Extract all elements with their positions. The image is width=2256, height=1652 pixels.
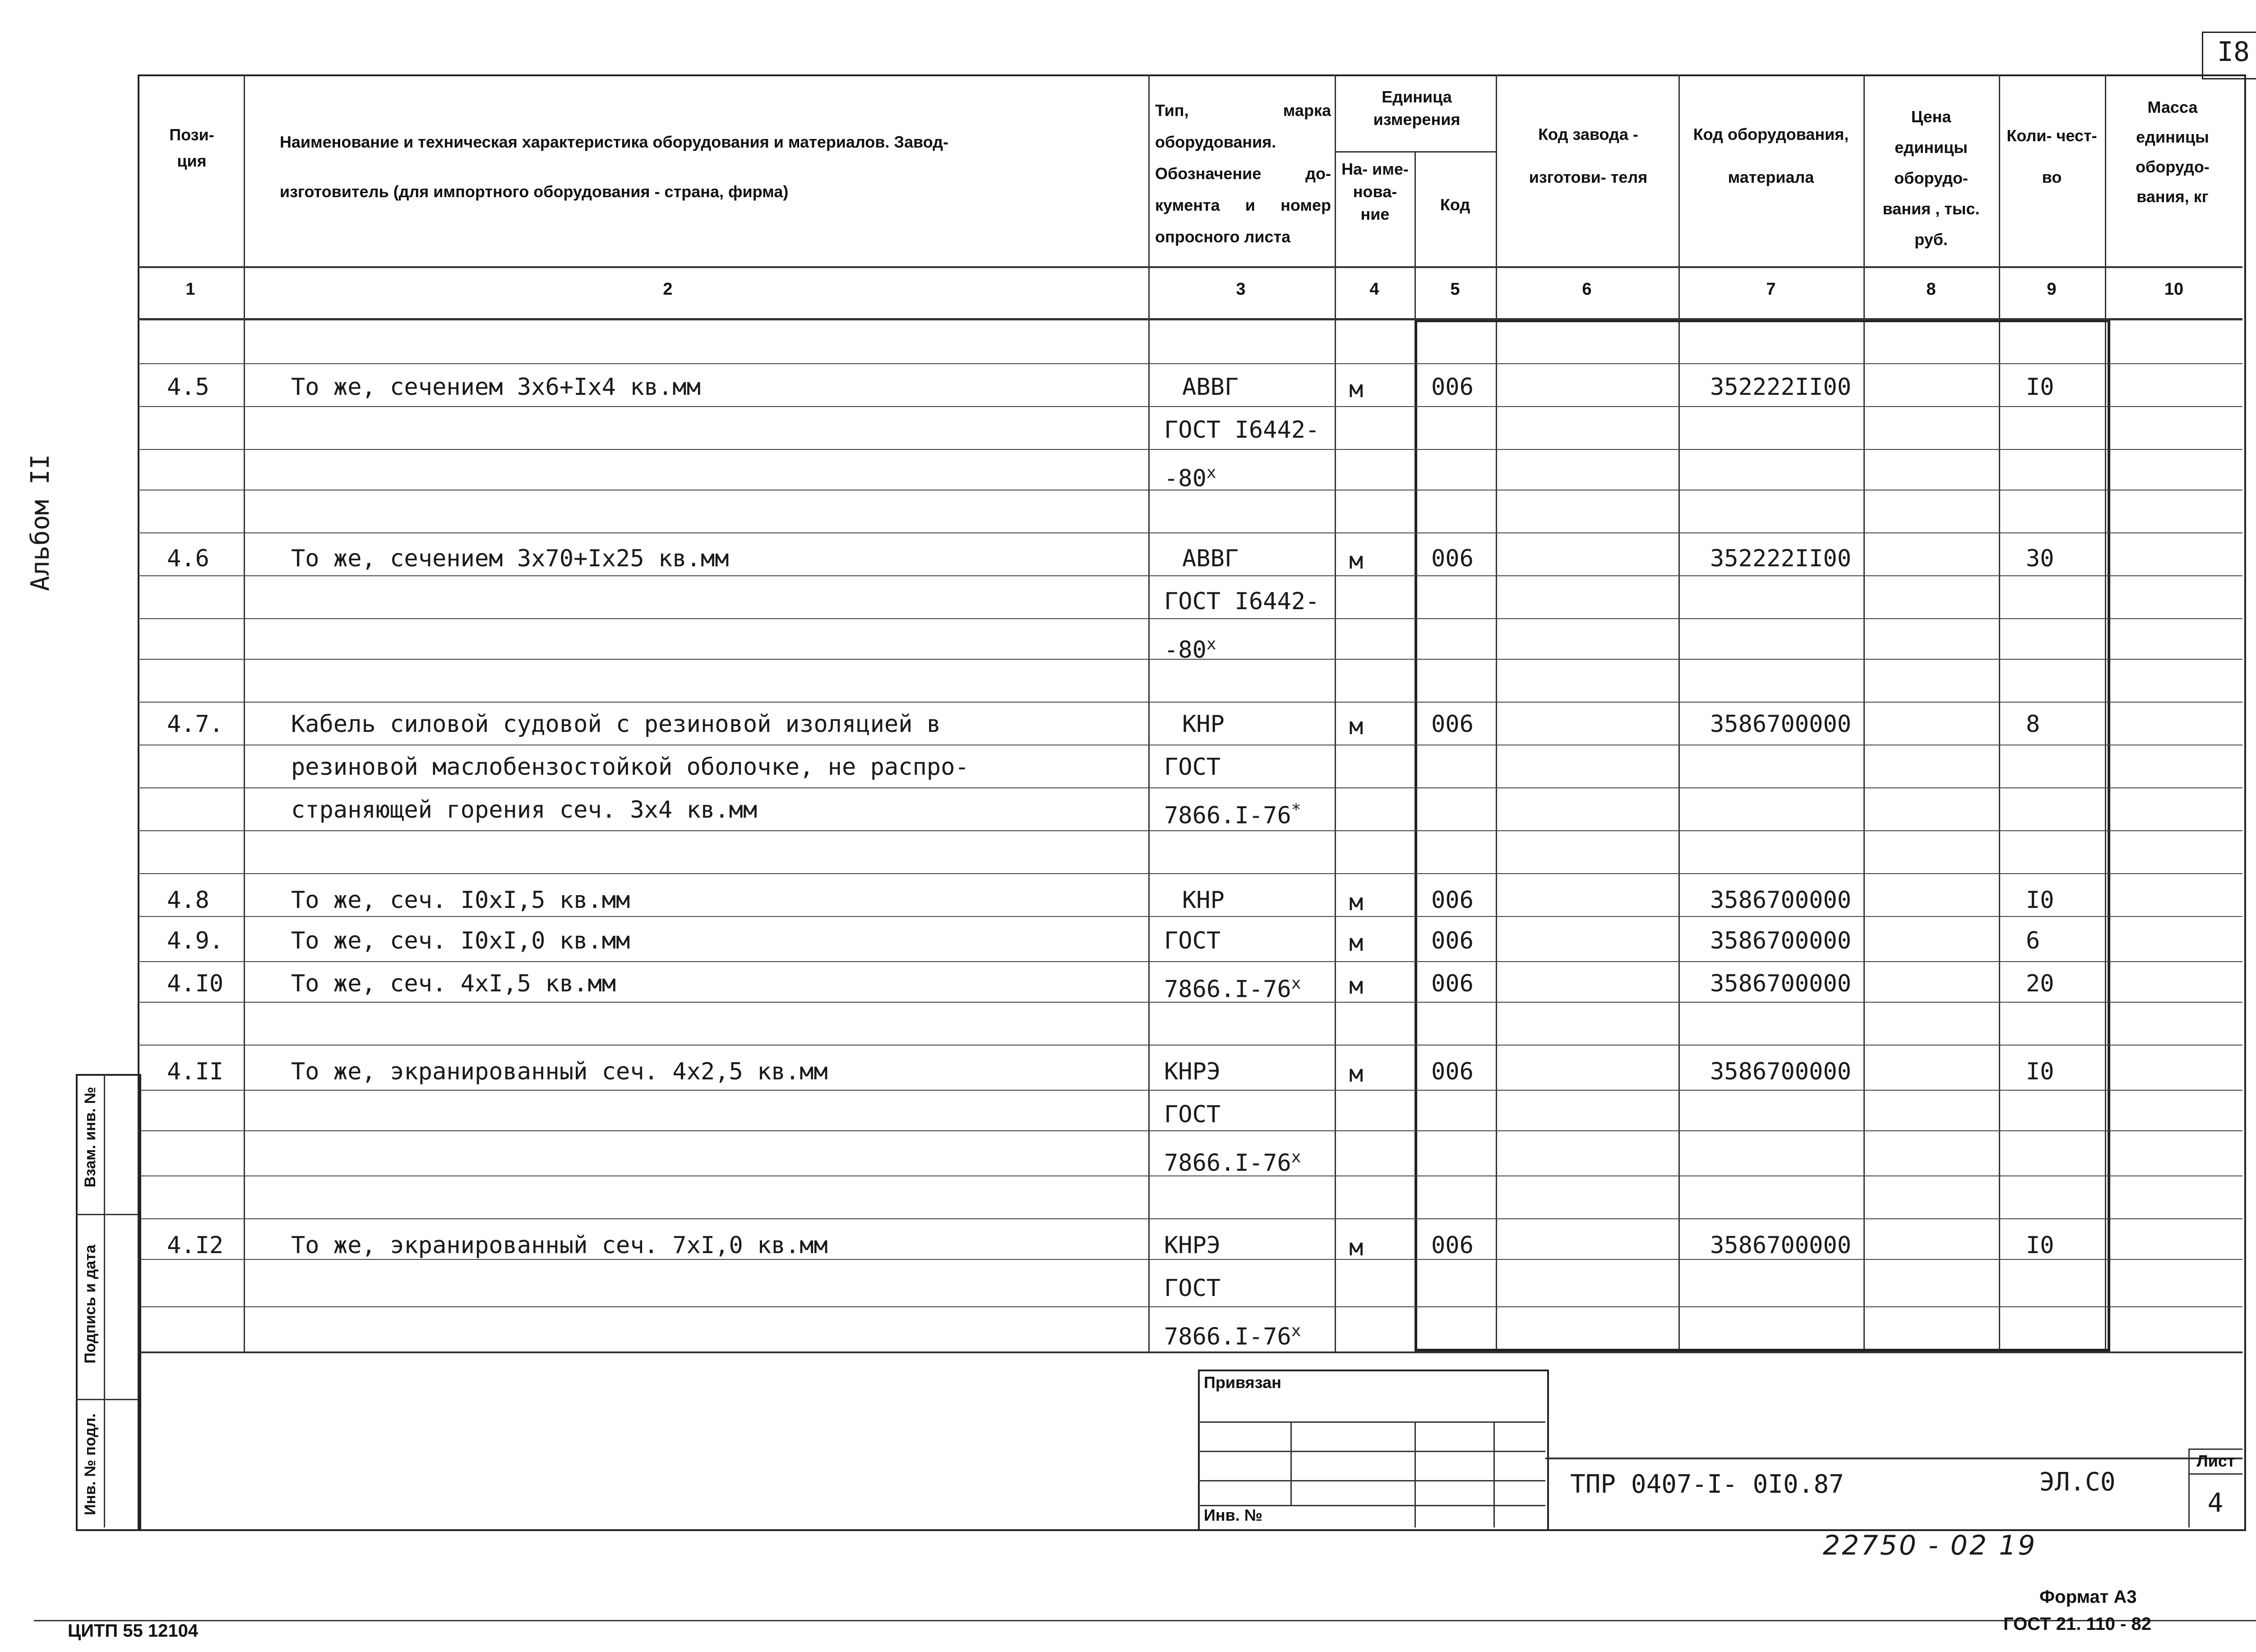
material-code: 3586700000 xyxy=(1710,711,1852,738)
header-quantity: Коли- чест- во xyxy=(2006,126,2097,186)
row-line xyxy=(138,830,2242,831)
row-line xyxy=(138,1045,2242,1046)
row-line xyxy=(138,1130,2242,1131)
position: 4.7. xyxy=(167,711,224,738)
header-unit-name: На- име- нова- ние xyxy=(1341,160,1409,223)
item-type-line: ГОСТ xyxy=(1164,927,1221,954)
unit-name: м xyxy=(1349,376,1364,403)
list-number: 4 xyxy=(2207,1487,2224,1518)
quantity: 6 xyxy=(2026,927,2040,954)
unit-name: м xyxy=(1349,547,1364,574)
material-code: 3586700000 xyxy=(1710,1058,1852,1085)
item-name-line: То же, сечением 3х70+Iх25 кв.мм xyxy=(291,545,729,572)
material-code: 3586700000 xyxy=(1710,970,1852,997)
column-number: 1 xyxy=(185,280,195,299)
column-number: 3 xyxy=(1236,280,1246,299)
item-name-line: То же, экранированный сеч. 7хI,0 кв.мм xyxy=(291,1232,828,1259)
column-number: 6 xyxy=(1582,280,1592,299)
handwritten-number: 22750 - 02 19 xyxy=(1823,1530,2037,1561)
unit-code: 006 xyxy=(1431,1058,1474,1085)
item-type-line: ГОСТ xyxy=(1164,1275,1221,1302)
unit-code: 006 xyxy=(1431,927,1474,954)
stamp-col xyxy=(1493,1421,1495,1527)
item-type-line: ГОСТ xyxy=(1164,754,1221,781)
item-type-line: КНР xyxy=(1182,711,1225,738)
sheet-code: ЭЛ.С0 xyxy=(2039,1467,2116,1497)
row-line xyxy=(138,961,2242,962)
footer-gost: ГОСТ 21. 110 - 82 xyxy=(2003,1614,2151,1634)
item-type-line: 7866.I-76$^x$ xyxy=(1164,974,1301,1003)
sheet-number: I8 xyxy=(2217,36,2250,68)
unit-code: 006 xyxy=(1431,970,1474,997)
quantity: 20 xyxy=(2026,970,2054,997)
type-superscript: x xyxy=(1206,463,1216,482)
stamp-col xyxy=(1415,1421,1416,1527)
unit-code: 006 xyxy=(1431,545,1474,572)
type-superscript: x xyxy=(1291,1148,1301,1166)
item-name-line: резиновой маслобензостойкой оболочке, не распро- xyxy=(291,754,969,781)
material-code: 3586700000 xyxy=(1710,1232,1852,1259)
column-number: 4 xyxy=(1369,280,1379,299)
doc-code: ТПР 0407-I- 0I0.87 xyxy=(1570,1470,1844,1499)
position: 4.II xyxy=(167,1058,224,1085)
quantity: I0 xyxy=(2026,887,2054,914)
album-label: Альбом II xyxy=(26,454,55,591)
header-unit-label: Единица измерения xyxy=(1373,88,1461,129)
item-type-line: ГОСТ I6442- xyxy=(1164,588,1320,615)
item-type-line: 7866.I-76$^x$ xyxy=(1164,1148,1301,1177)
stamp-main-top xyxy=(1545,1458,2242,1459)
quantity: I0 xyxy=(2026,374,2054,401)
item-name-line: То же, сеч. 4хI,5 кв.мм xyxy=(291,970,616,997)
header-name: Наименование и техническая характеристика оборудования и материалов. Завод-изготовитель (для импортного оборудования - страна, фирма) xyxy=(280,133,948,201)
material-code: 352222II00 xyxy=(1710,545,1852,572)
unit-name: м xyxy=(1349,930,1364,957)
unit-name: м xyxy=(1349,1060,1364,1087)
position: 4.9. xyxy=(167,927,224,954)
side-label-signature: Подпись и дата xyxy=(82,1245,99,1364)
column-number: 8 xyxy=(1926,280,1936,299)
type-superscript: x xyxy=(1291,974,1301,993)
item-type-line: 7866.I-76$^x$ xyxy=(1164,1322,1301,1351)
type-superscript: x xyxy=(1206,635,1216,653)
item-type-line: КНРЭ xyxy=(1164,1058,1221,1085)
side-stamp-divider xyxy=(104,1074,105,1527)
column-number: 9 xyxy=(2047,280,2057,299)
item-type-line: КНРЭ xyxy=(1164,1232,1221,1259)
stamp-privyazan-label: Привязан xyxy=(1204,1373,1281,1392)
side-label-replace: Взам. инв. № xyxy=(82,1087,99,1188)
header-price: Цена единицы оборудо- вания , тыс. руб. xyxy=(1882,107,1980,249)
row-line xyxy=(138,406,2242,407)
position: 4.6 xyxy=(167,545,209,572)
header-type: Тип, марка оборудования. Обозначение до- кумента и номер опросного листа xyxy=(1155,101,1331,246)
unit-code: 006 xyxy=(1431,1232,1474,1259)
row-line xyxy=(138,702,2242,703)
row-line xyxy=(138,449,2242,450)
item-type-line: АВВГ xyxy=(1182,374,1239,401)
quantity: I0 xyxy=(2026,1232,2054,1259)
stamp-col xyxy=(1290,1421,1292,1505)
table-body-bottom xyxy=(138,1351,2242,1353)
row-line xyxy=(138,618,2242,619)
unit-code: 006 xyxy=(1431,711,1474,738)
material-code: 3586700000 xyxy=(1710,927,1852,954)
row-line xyxy=(138,787,2242,788)
row-line xyxy=(138,1259,2242,1260)
item-type-line: АВВГ xyxy=(1182,545,1239,572)
item-name-line: Кабель силовой судовой с резиновой изоляцией в xyxy=(291,711,941,738)
row-line xyxy=(138,575,2242,576)
list-label: Лист xyxy=(2196,1452,2235,1470)
column-number: 7 xyxy=(1766,280,1776,299)
row-line xyxy=(138,873,2242,874)
unit-name: м xyxy=(1349,1234,1364,1261)
row-line xyxy=(138,1218,2242,1219)
item-name-line: страняющей горения сеч. 3х4 кв.мм xyxy=(291,796,758,824)
unit-name: м xyxy=(1349,889,1364,916)
row-line xyxy=(138,363,2242,364)
position: 4.I2 xyxy=(167,1232,224,1259)
unit-name: м xyxy=(1349,713,1364,740)
header-material-code: Код оборудования, материала xyxy=(1693,125,1849,186)
footer-left: ЦИТП 55 12104 xyxy=(68,1621,199,1641)
unit-name: м xyxy=(1349,972,1364,1000)
header-mass: Масса единицы оборудо- вания, кг xyxy=(2136,98,2210,206)
material-code: 352222II00 xyxy=(1710,374,1852,401)
item-type-line: ГОСТ xyxy=(1164,1101,1221,1128)
quantity: 30 xyxy=(2026,545,2054,572)
type-superscript: x xyxy=(1291,1322,1301,1340)
header-unit-code: Код xyxy=(1440,195,1470,214)
column-number: 5 xyxy=(1450,280,1460,299)
column-number: 2 xyxy=(663,280,673,299)
item-name-line: То же, сеч. I0хI,0 кв.мм xyxy=(291,927,630,954)
item-name-line: То же, сеч. I0хI,5 кв.мм xyxy=(291,887,630,914)
side-stamp-line xyxy=(76,1399,138,1400)
side-stamp-line xyxy=(76,1214,138,1215)
row-line xyxy=(138,1306,2242,1307)
quantity: I0 xyxy=(2026,1058,2054,1085)
type-superscript: * xyxy=(1291,801,1301,819)
position: 4.8 xyxy=(167,887,209,914)
item-type-line: 7866.I-76* xyxy=(1164,801,1301,829)
colnum-bottom-line xyxy=(138,318,2242,320)
unit-code: 006 xyxy=(1431,374,1474,401)
item-type-line: ГОСТ I6442- xyxy=(1164,416,1320,444)
item-type-line: -80$^x$ xyxy=(1164,463,1216,492)
row-line xyxy=(138,1090,2242,1091)
material-code: 3586700000 xyxy=(1710,887,1852,914)
quantity: 8 xyxy=(2026,711,2040,738)
unit-code: 006 xyxy=(1431,887,1474,914)
item-name-line: То же, экранированный сеч. 4х2,5 кв.мм xyxy=(291,1058,828,1085)
row-line xyxy=(138,532,2242,533)
item-name-line: То же, сечением 3х6+Iх4 кв.мм xyxy=(291,374,701,401)
row-line xyxy=(138,916,2242,917)
item-type-line: -80$^x$ xyxy=(1164,635,1216,664)
position: 4.I0 xyxy=(167,970,224,997)
header-factory-code: Код завода - изготови- теля xyxy=(1529,125,1648,186)
header-bottom-line xyxy=(138,266,2242,268)
unit-header-line xyxy=(1335,151,1496,153)
header-position: Пози- ция xyxy=(169,125,214,170)
column-number: 10 xyxy=(2164,280,2184,299)
bold-code-box xyxy=(1415,320,2110,1351)
side-label-original: Инв. № подл. xyxy=(82,1413,99,1515)
footer-format: Формат А3 xyxy=(2039,1587,2137,1607)
item-type-line: КНР xyxy=(1182,887,1225,914)
position: 4.5 xyxy=(167,374,209,401)
stamp-inv-label: Инв. № xyxy=(1204,1506,1262,1524)
